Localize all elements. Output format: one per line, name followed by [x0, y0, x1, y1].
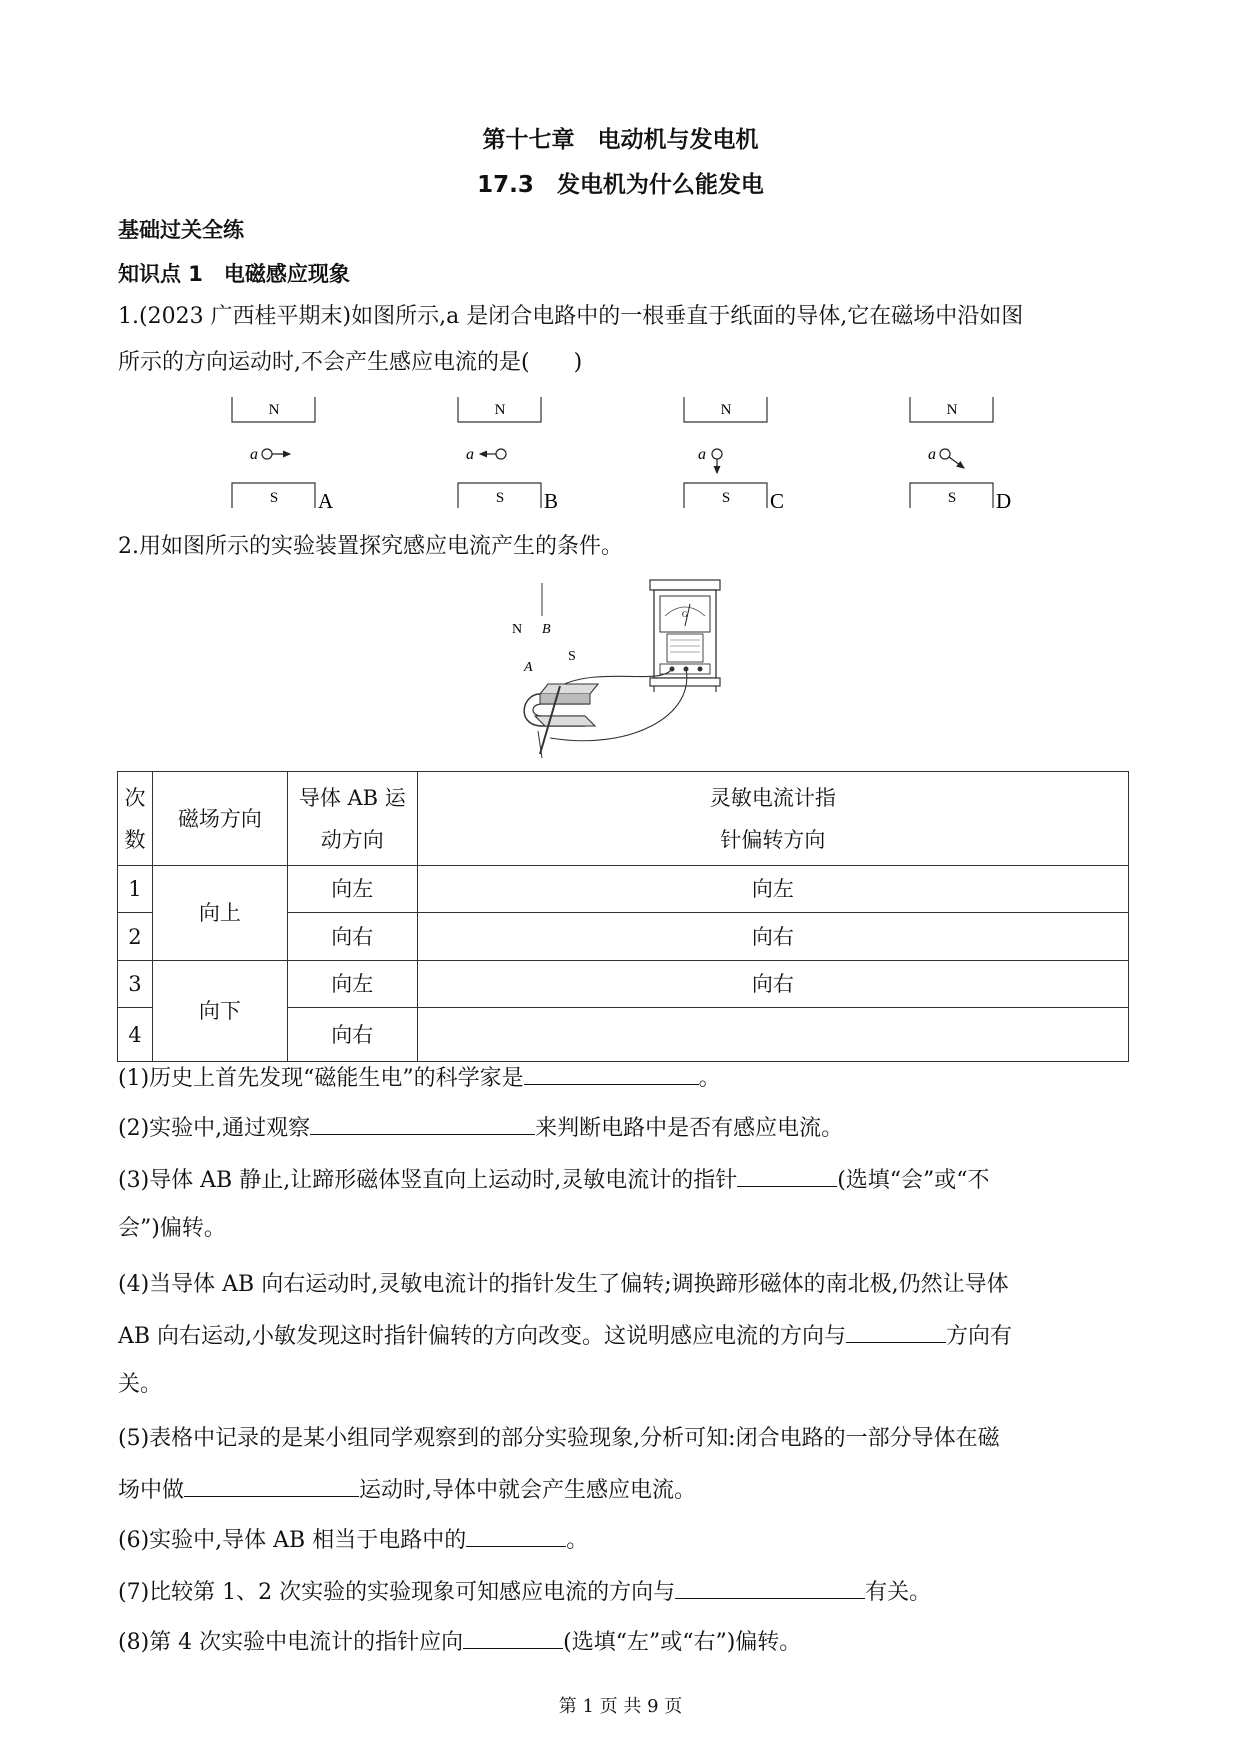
q2-stem: 2.用如图所示的实验装置探究感应电流产生的条件。 — [118, 534, 623, 559]
sub-question-4-cont: AB 向右运动,小敏发现这时指针偏转的方向改变。这说明感应电流的方向与 方向有 — [118, 1314, 1128, 1360]
header-field-direction: 磁场方向 — [152, 772, 287, 866]
exercise-heading: 基础过关全练 — [118, 218, 244, 242]
galvanometer-g-label: G — [682, 610, 688, 619]
option-d-figure — [910, 397, 1011, 513]
experiment-table — [117, 771, 1129, 1062]
svg-text:a: a — [698, 446, 706, 463]
svg-text:a: a — [466, 446, 474, 463]
sub-question-4: (4)当导体 AB 向右运动时,灵敏电流计的指针发生了偏转;调换蹄形磁体的南北极,仍然让导体 — [118, 1272, 1009, 1297]
svg-text:S: S — [495, 490, 505, 506]
sub-question-1: (1)历史上首先发现“磁能生电”的科学家是 。 — [118, 1056, 1128, 1102]
answer-blank[interactable] — [310, 1112, 535, 1135]
conductor-label: a — [250, 446, 258, 463]
answer-blank[interactable] — [675, 1576, 865, 1599]
answer-blank[interactable] — [524, 1062, 699, 1085]
sub-question-6: (6)实验中,导体 AB 相当于电路中的 。 — [118, 1518, 1128, 1564]
q1-options-figure — [220, 395, 1040, 515]
field-direction-cell: 向上 — [152, 866, 287, 961]
option-b-label: B — [544, 489, 559, 513]
svg-text:N: N — [946, 402, 958, 418]
option-d-label: D — [996, 489, 1012, 513]
svg-text:N: N — [494, 402, 506, 418]
magnet-s-label: S — [269, 490, 279, 506]
trial-number-cell: 4 — [118, 1008, 153, 1062]
motion-direction-cell: 向左 — [287, 866, 417, 913]
answer-blank[interactable] — [184, 1474, 359, 1497]
trial-number-cell: 2 — [118, 913, 153, 961]
knowledge-point-heading: 知识点 1 电磁感应现象 — [118, 262, 350, 286]
sub-question-8: (8)第 4 次实验中电流计的指针应向 (选填“左”或“右”)偏转。 — [118, 1620, 1128, 1666]
answer-blank[interactable] — [737, 1164, 837, 1187]
section-title: 17.3 发电机为什么能发电 — [477, 172, 764, 198]
motion-direction-cell: 向右 — [287, 913, 417, 961]
trial-number-cell: 3 — [118, 961, 153, 1008]
magnet-north-label: N — [512, 622, 523, 637]
svg-text:a: a — [928, 446, 936, 463]
svg-text:S: S — [721, 490, 731, 506]
svg-text:S: S — [947, 490, 957, 506]
header-motion-direction: 导体 AB 运 动方向 — [287, 772, 417, 866]
sub-question-4-end: 关。 — [118, 1372, 163, 1397]
q1-stem-line2: 所示的方向运动时,不会产生感应电流的是( ) — [118, 350, 583, 375]
table-row — [118, 961, 1129, 1008]
sub-question-2: (2)实验中,通过观察 来判断电路中是否有感应电流。 — [118, 1106, 1128, 1152]
motion-direction-cell: 向右 — [287, 1008, 417, 1062]
option-a-label: A — [318, 489, 334, 513]
deflection-direction-cell: 向右 — [417, 913, 1128, 961]
magnet-south-label: S — [568, 649, 576, 664]
q1-stem-line1: 1.(2023 广西桂平期末)如图所示,a 是闭合电路中的一根垂直于纸面的导体,它在磁场中沿如图 — [118, 304, 1024, 329]
answer-blank[interactable] — [466, 1524, 566, 1547]
q2-apparatus-figure — [512, 576, 740, 756]
deflection-direction-cell — [417, 1008, 1128, 1062]
field-direction-cell: 向下 — [152, 961, 287, 1062]
option-c-label: C — [770, 489, 785, 513]
conductor-a-label: A — [524, 660, 533, 675]
table-row — [118, 866, 1129, 913]
sub-question-7: (7)比较第 1、2 次实验的实验现象可知感应电流的方向与 有关。 — [118, 1570, 1128, 1616]
svg-text:N: N — [720, 402, 732, 418]
sub-question-5-cont: 场中做 运动时,导体中就会产生感应电流。 — [118, 1468, 1128, 1514]
horseshoe-magnet — [524, 684, 598, 726]
option-a-figure — [232, 397, 334, 513]
option-b-figure — [458, 397, 558, 513]
header-deflection-direction: 灵敏电流计指 针偏转方向 — [417, 772, 1128, 866]
deflection-direction-cell: 向左 — [417, 866, 1128, 913]
magnet-n-label: N — [268, 402, 280, 418]
answer-blank[interactable] — [846, 1320, 946, 1343]
table-header-row — [118, 772, 1129, 866]
header-trial-number: 次 数 — [118, 772, 153, 866]
trial-number-cell: 1 — [118, 866, 153, 913]
option-c-figure — [684, 397, 784, 513]
sub-question-5: (5)表格中记录的是某小组同学观察到的部分实验现象,分析可知:闭合电路的一部分导体在磁 — [118, 1426, 1000, 1451]
page-number-footer: 第 1 页 共 9 页 — [558, 1696, 683, 1717]
deflection-direction-cell: 向右 — [417, 961, 1128, 1008]
sub-question-3-cont: 会”)偏转。 — [118, 1216, 226, 1241]
sub-question-3: (3)导体 AB 静止,让蹄形磁体竖直向上运动时,灵敏电流计的指针 (选填“会”或“不 — [118, 1158, 1128, 1204]
motion-direction-cell: 向左 — [287, 961, 417, 1008]
conductor-b-label: B — [542, 622, 551, 637]
chapter-title: 第十七章 电动机与发电机 — [482, 127, 759, 153]
answer-blank[interactable] — [463, 1626, 563, 1649]
